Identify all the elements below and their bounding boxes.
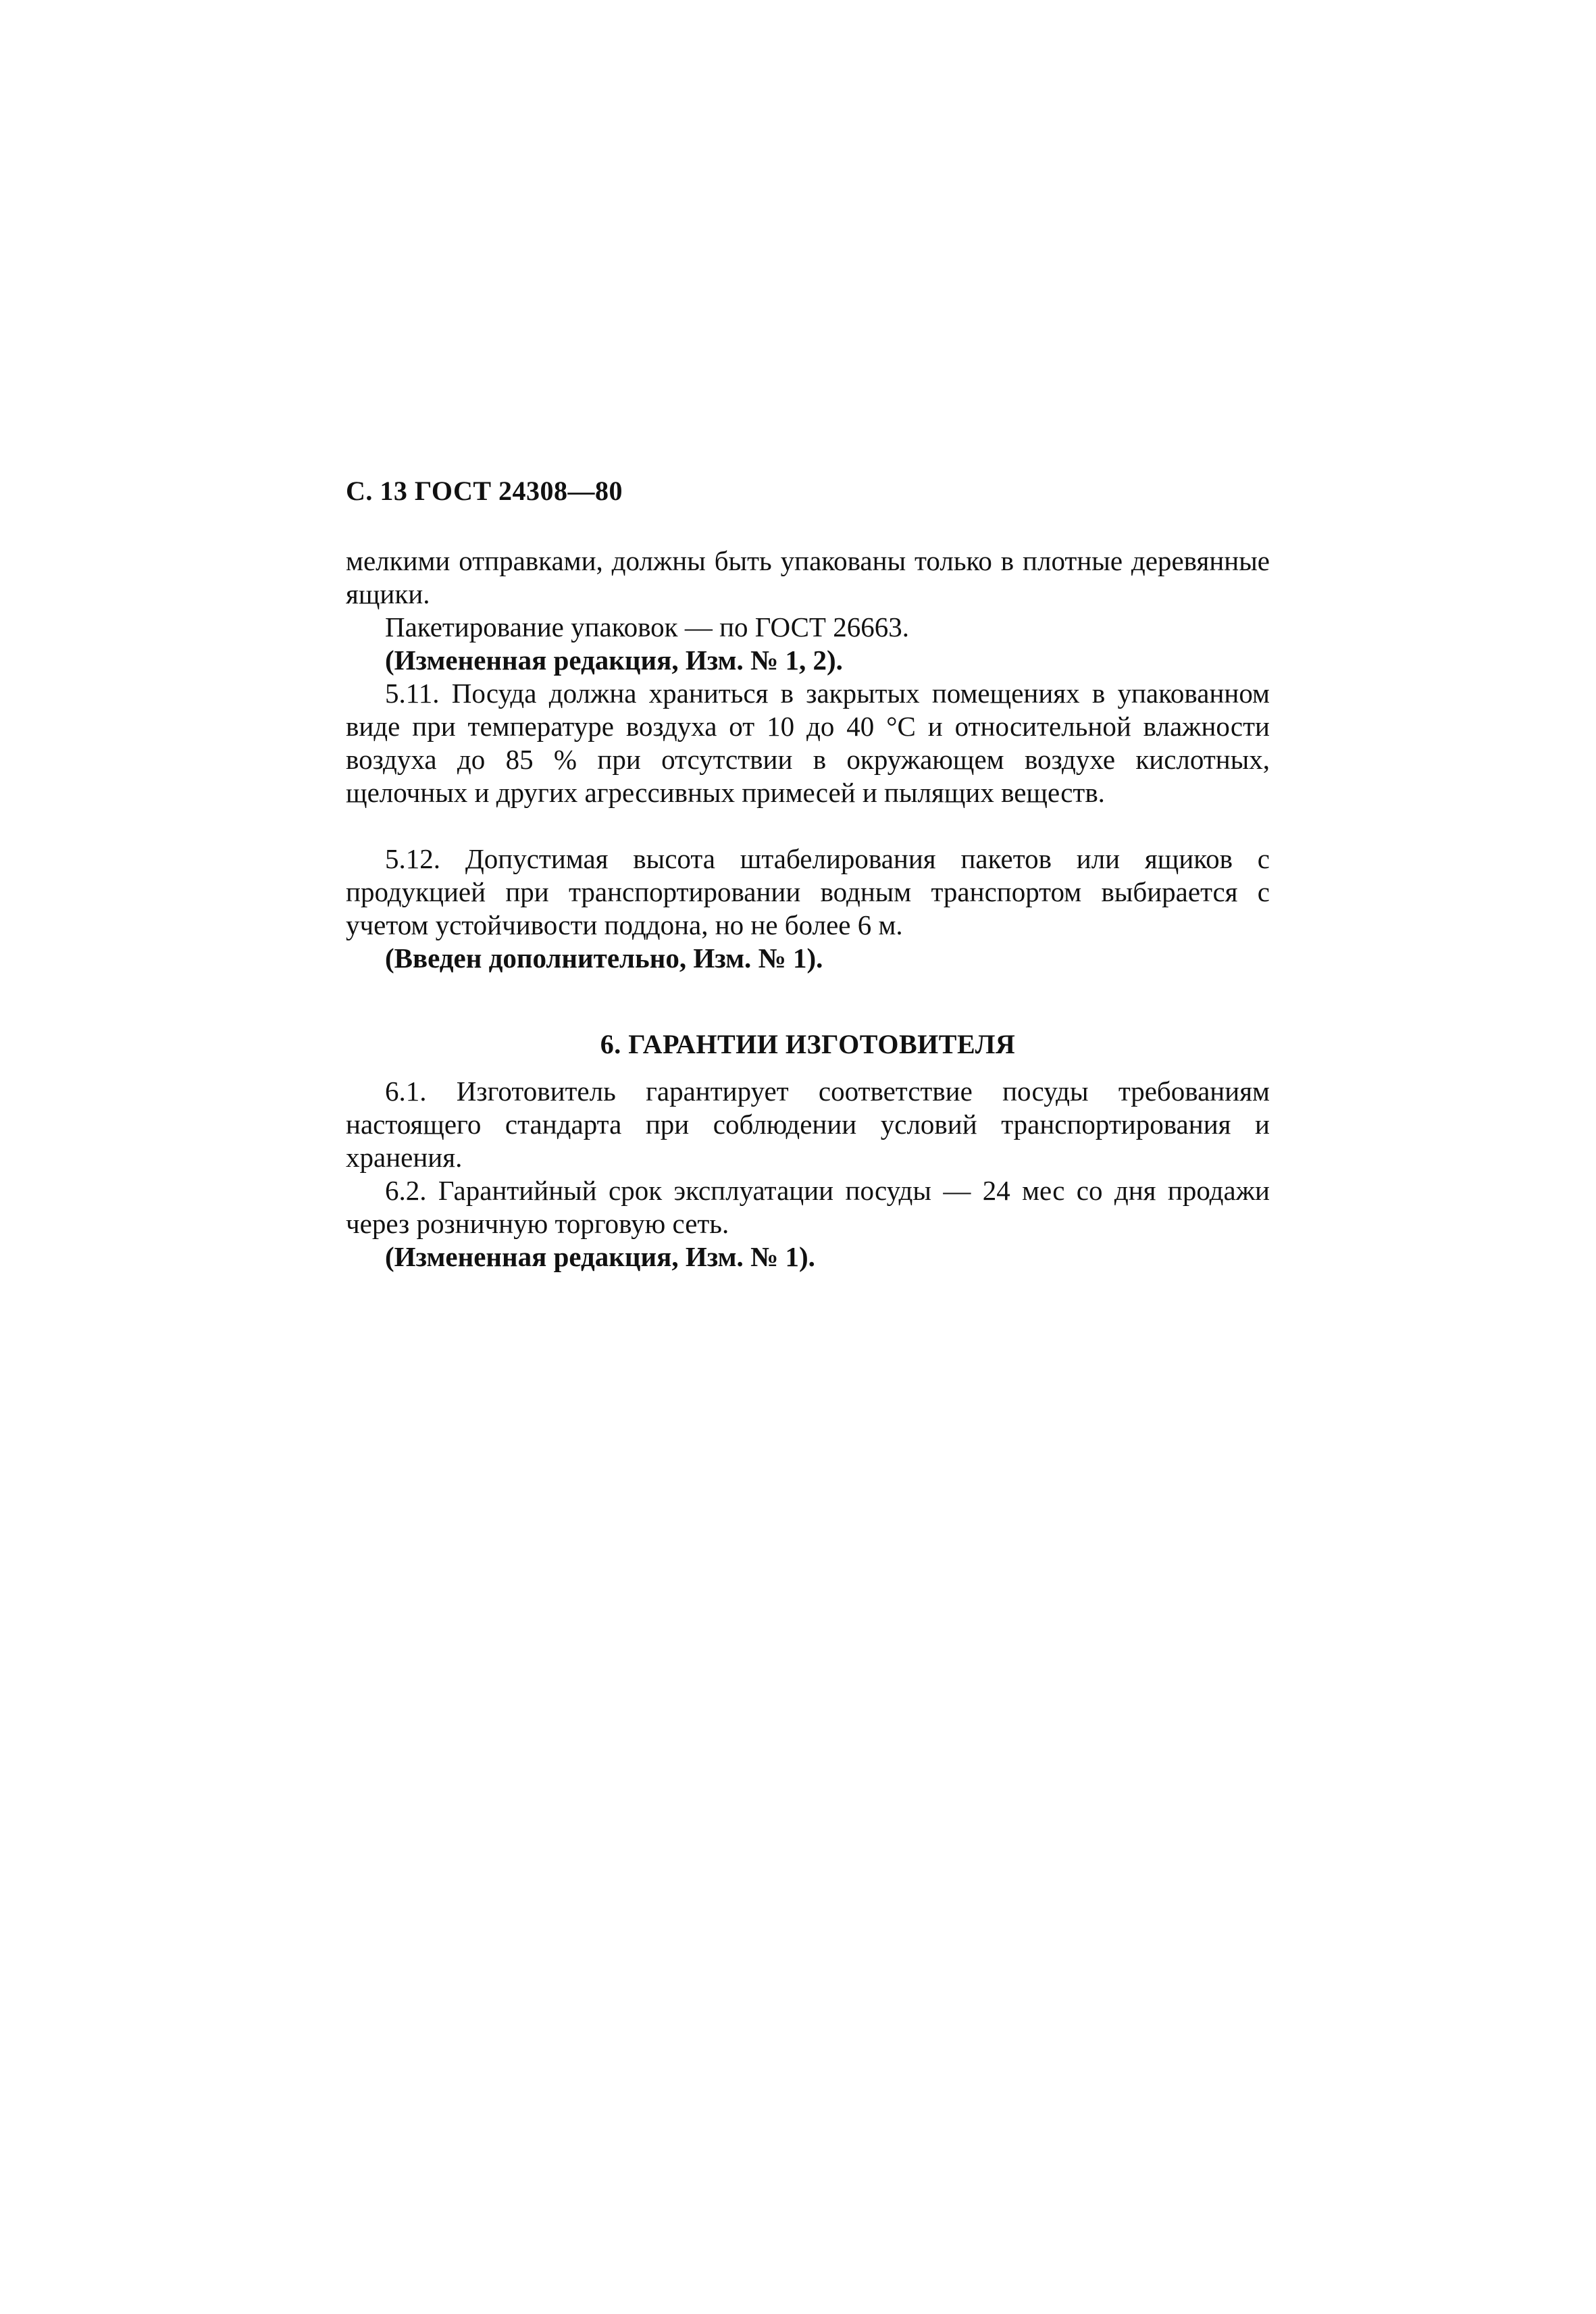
amendment-note: (Введен дополнительно, Изм. № 1). [385, 942, 823, 974]
paragraph-continuation: мелкими отправками, должны быть упакованы только в плотные деревянные ящики. [346, 545, 1270, 609]
amendment-note: (Измененная редакция, Изм. № 1). [385, 1241, 815, 1272]
clause-5-11: 5.11. Посуда должна храниться в закрытых помещениях в упакованном виде при температуре воздуха от 10 до 40 °С и относительной влажности воздуха до 85 % при отсутствии в окружающем воздухе кислотных, щелочных и других агрессивных примесей и пылящих веществ. [346, 678, 1270, 808]
section-title: 6. ГАРАНТИИ ИЗГОТОВИТЕЛЯ [600, 1029, 1016, 1059]
clause-5-12: 5.12. Допустимая высота штабелирования пакетов или ящиков с продукцией при транспортировании водным транспортом выбирается с учетом устойчивости поддона, но не более 6 м. [346, 843, 1270, 940]
clause-6-1: 6.1. Изготовитель гарантирует соответствие посуды требованиям настоящего стандарта при соблюдении условий транспортирования и хранения. [346, 1076, 1270, 1173]
amendment-note: (Измененная редакция, Изм. № 1, 2). [385, 645, 843, 676]
paragraph-packaging: Пакетирование упаковок — по ГОСТ 26663. [385, 611, 909, 643]
clause-6-2: 6.2. Гарантийный срок эксплуатации посуды — 24 мес со дня продажи через розничную торговую сеть. [346, 1175, 1270, 1239]
page-header: С. 13 ГОСТ 24308—80 [346, 476, 623, 506]
